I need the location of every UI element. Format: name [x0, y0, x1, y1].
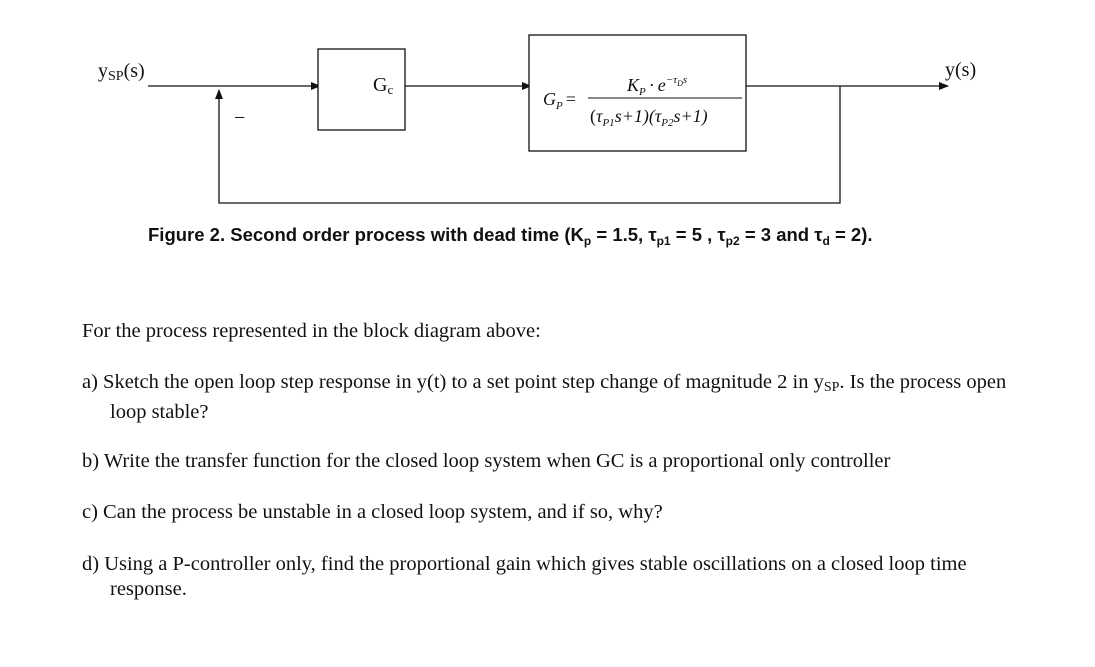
question-d: d) Using a P-controller only, find the proportional gain which gives stable oscillations on a closed loop time response. — [82, 553, 967, 600]
process-numerator: $K_P \cdot e^{-\tau}Ds$ — [627, 74, 688, 98]
block-diagram — [0, 0, 1095, 215]
question-b: b) Write the transfer function for the closed loop system when GC is a proportional only controller — [82, 450, 891, 472]
intro-text: For the process represented in the block diagram above: — [82, 320, 541, 342]
figure-caption: Figure 2. Second order process with dead time ($K_p = 1.5$, $\tau_{p1} = 5$ , $\tau_{p2} = 3$ and $\tau_d = 2$). — [148, 224, 873, 248]
input-label: ySP(s) — [98, 60, 145, 84]
question-a: a) Sketch the open loop step response in y(t) to a set point step change of magnitude 2 in $y_{SP}$. Is the process open loop stable? — [82, 371, 1007, 423]
output-label: y(s) — [945, 59, 977, 81]
process-denominator: $(\tau_{P1}s+1)(\tau_{P2}s+1)$ — [590, 106, 708, 129]
process-lhs: $G_P$ = — [543, 89, 576, 112]
controller-label: Gc — [373, 74, 394, 97]
feedback-minus-sign: − — [234, 107, 246, 129]
question-c: c) Can the process be unstable in a closed loop system, and if so, why? — [82, 501, 663, 523]
